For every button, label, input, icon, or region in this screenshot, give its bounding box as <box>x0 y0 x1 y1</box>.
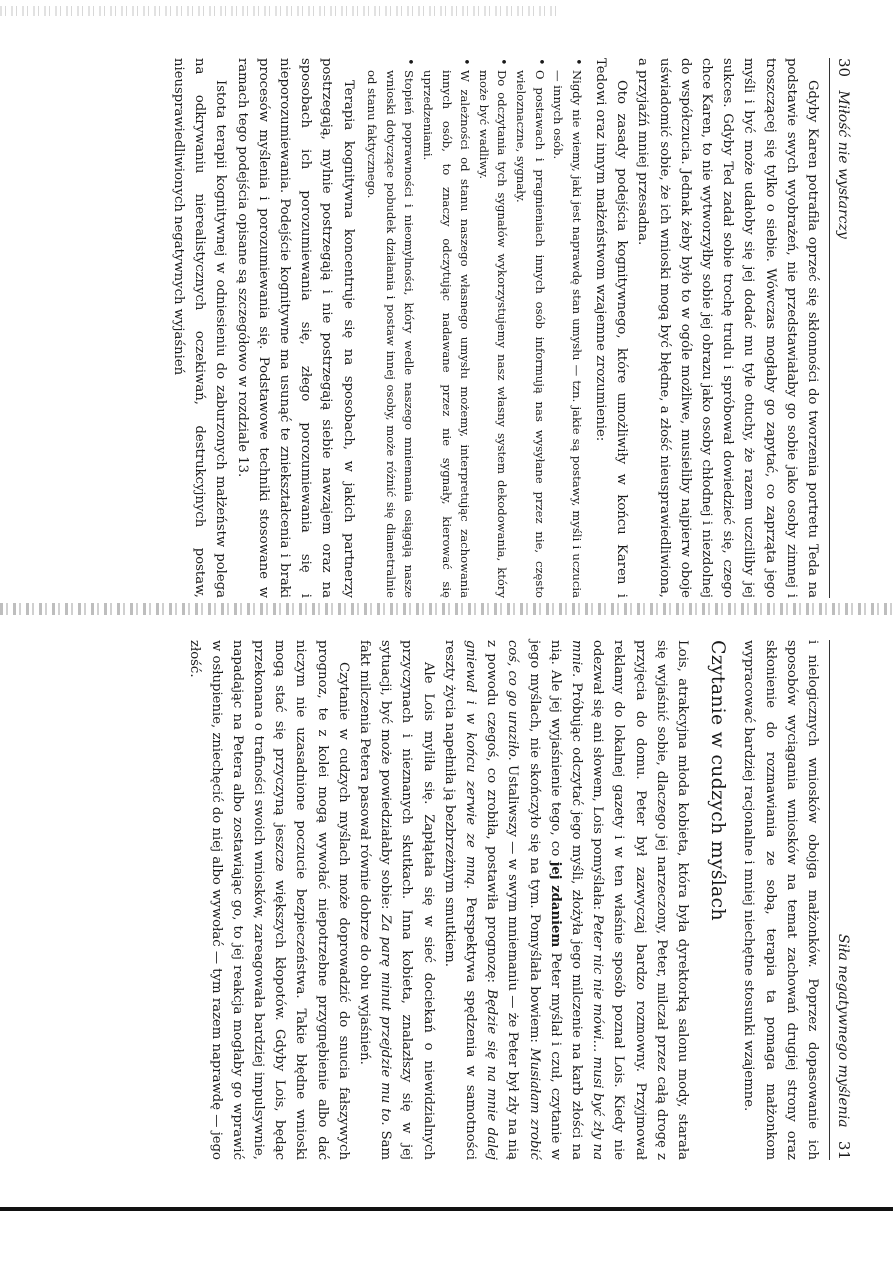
text-run: Peter myślał i czuł, czytanie w jego myślach, nie skończyło się na tym. Pomyślała bowiem: <box>526 640 563 1160</box>
page-gutter <box>0 603 893 615</box>
right-page-header-text <box>835 934 853 1160</box>
scan-edge-line <box>0 1207 893 1211</box>
running-head-right: Siła negatywnego myślenia <box>835 933 851 1128</box>
list-item: • Stopień poprawności i nieomylności, który wedle naszego mniemania osiągają nasze wnioski dotyczące pobudek działania i postaw innej osoby, może różnić się diametralnie od stanu faktycznego. <box>363 58 419 598</box>
paragraph <box>354 640 439 1160</box>
paragraph: Terapia kognitywna koncentruje się na sposobach, w jakich partnerzy postrzegają, mylnie postrzegają i nie postrzegają siebie nawzajem oraz na sposobach ich porozumiewania się, złego porozumiewania się i nieporozumiewania. Podejście kognitywne ma usunąć te zniekształcenia i braki procesów myślenia i porozumiewania się. Podstawowe techniki stosowane w ramach tego podejścia opisane są szczegółowo w rozdziale 13. <box>234 58 356 598</box>
paragraph: Gdyby Karen potrafiła oprzeć się skłonności do tworzenia portretu Teda na podstawie swych wyobrażeń, nie przedstawiałaby go sobie jako osoby zimnej i troszczącej się tylko o siebie. Wówczas mogłaby go zapytać, co zaprząta jego myśli i być może udałoby się jej dodać mu tyle otuchy, że razem uczciliby jej sukces. Gdyby Ted zadał sobie trochę trudu i spróbował dowiedzieć się, czego chce Karen, to nie wytworzyłby sobie jej obrazu jako osoby chłodnej i niezdolnej do współczucia. Jednak żeby było to w ogóle możliwe, musieliby najpierw oboje uświadomić sobie, że ich wnioski mogą być błędne, a złość nieusprawiedliwiona, a przyjaźń mniej przesadna. <box>635 58 820 598</box>
text-run: Ale Lois myliła się. Zapłątała się w sieć dociekań o niewidzialnych przyczynach i nieznanych skutkach. Inna kobieta, znalazłszy się w jej sytuacji, być może powiedziałaby sobie: <box>378 640 436 1160</box>
emphasis-bold: jej zdaniem <box>547 861 563 948</box>
paragraph: Istota terapii kognitywnej w odniesieniu do zaburzonych małżeństw polega na odkrywaniu nierealistycznych oczekiwań, destrukcyjnych postaw, nieusprawiedliwionych negatywnych wyjaśnień <box>171 58 229 598</box>
left-page-header <box>829 58 853 598</box>
list-item: • W zależności od stanu naszego własnego umysłu możemy, interpretując zachowania innych osób, to znaczy odczytując nadawane przez nie sygnały, kierować się uprzedzeniami. <box>418 58 474 598</box>
right-page-body <box>184 640 823 1160</box>
list-item: • Nigdy nie wiemy, jaki jest naprawdę stan umysłu — tzn. jakie są postawy, myśli i uczucia — innych osób. <box>549 58 586 598</box>
right-page-header <box>829 640 853 1160</box>
left-page-body <box>168 58 823 598</box>
principles-list <box>363 58 586 598</box>
paragraph: i nielogicznych wniosków obojga małżonków. Poprzez dopasowanie ich sposobów wyciągania wniosków na temat zachowań drugiej strony oraz skłonienie do rozmawiania ze sobą, terapia ta pomaga małżonkom wypracować bardziej racjonalne i mniej niechętne stosunki wzajemne. <box>741 640 820 1160</box>
page-number-right: 31 <box>835 1140 853 1160</box>
left-page-header-text <box>835 58 853 239</box>
text-run: Lois, atrakcyjna młoda kobieta, która była dyrektorką salonu mody, starała się wyjaśnić sobie, dlaczego jej narzeczony, Peter, milczał przez całą drogę z przyjęcia do domu. Peter był zazwyczaj bardzo rozmowny. Przyjmował reklamy do lokalnej gazety i w ten właśnie sposób poznał Lois. Kiedy nie odezwał się ani słowem, Lois pomyślała: <box>590 640 690 1160</box>
section-heading: Czytanie w cudzych myślach <box>707 640 730 921</box>
thought-quote: Musiałam zrobić coś, co go uraziło. <box>505 640 542 1160</box>
text-run: Próbując odczytać jego myśli, złożyła jego milczenie na karb złości na nią. Ale jej wyjaśnienie tego, co <box>547 640 584 1160</box>
paragraph: Czytanie w cudzych myślach może doprowadzić do snucia fałszywych prognoz, te z kolei mogą wywołać niepotrzebne przygnębienie albo dać niczym nie uzasadnione poczucie bezpieczeństwa. Takie błędne wnioski mogą stać się przyczyną jeszcze większych kłopotów. Gdyby Lois, będąc przekonana o trafności swoich wniosków, zareagowała bardziej impulsywnie, napadając na Petera albo zostawiając go, to jej reakcja mogłaby go wprawić w osłupienie, zniechęcić do niej albo wywołać — tym razem naprawdę — jego złość. <box>187 640 351 1160</box>
right-page <box>41 640 853 1160</box>
scan-noise-top <box>0 6 560 16</box>
paragraph-lois <box>439 640 693 1160</box>
thought-quote: Za parę minut przejdzie mu to. <box>378 914 394 1126</box>
left-page <box>41 58 853 598</box>
paragraph: Oto zasady podejścia kognitywnego, które umożliwiły w końcu Karen i Tedowi oraz innym małżeństwom wzajemne zrozumienie: <box>592 58 630 598</box>
thought-quote: Peter nic nie mówi... musi być zły na mnie. <box>568 640 606 1160</box>
text-run: Perspektywa spędzenia w samotności reszty życia napełniła ją bezbrzeżnym smutkiem. <box>441 640 478 1161</box>
list-item: • O postawach i pragnieniach innych osób informują nas wysyłane przez nie, często wieloznaczne, sygnały. <box>511 58 548 598</box>
running-head-left: Miłość nie wystarczy <box>835 90 851 239</box>
list-item: • Do odczytania tych sygnałów wykorzystujemy nasz własny system dekodowania, który może być wadliwy. <box>474 58 511 598</box>
page-number-left: 30 <box>835 58 853 78</box>
thought-quote: Będzie się na mnie dalej gniewał i w końcu zerwie ze mną. <box>462 640 500 1160</box>
text-run: Sam fakt milczenia Petera pasował równie dobrze do obu wyjaśnień. <box>356 640 394 1160</box>
text-run: Ustaliwszy — w swym mniemaniu — że Peter był zły na nią z powodu czegoś, co zrobiła, postawiła prognozę: <box>484 640 521 1160</box>
